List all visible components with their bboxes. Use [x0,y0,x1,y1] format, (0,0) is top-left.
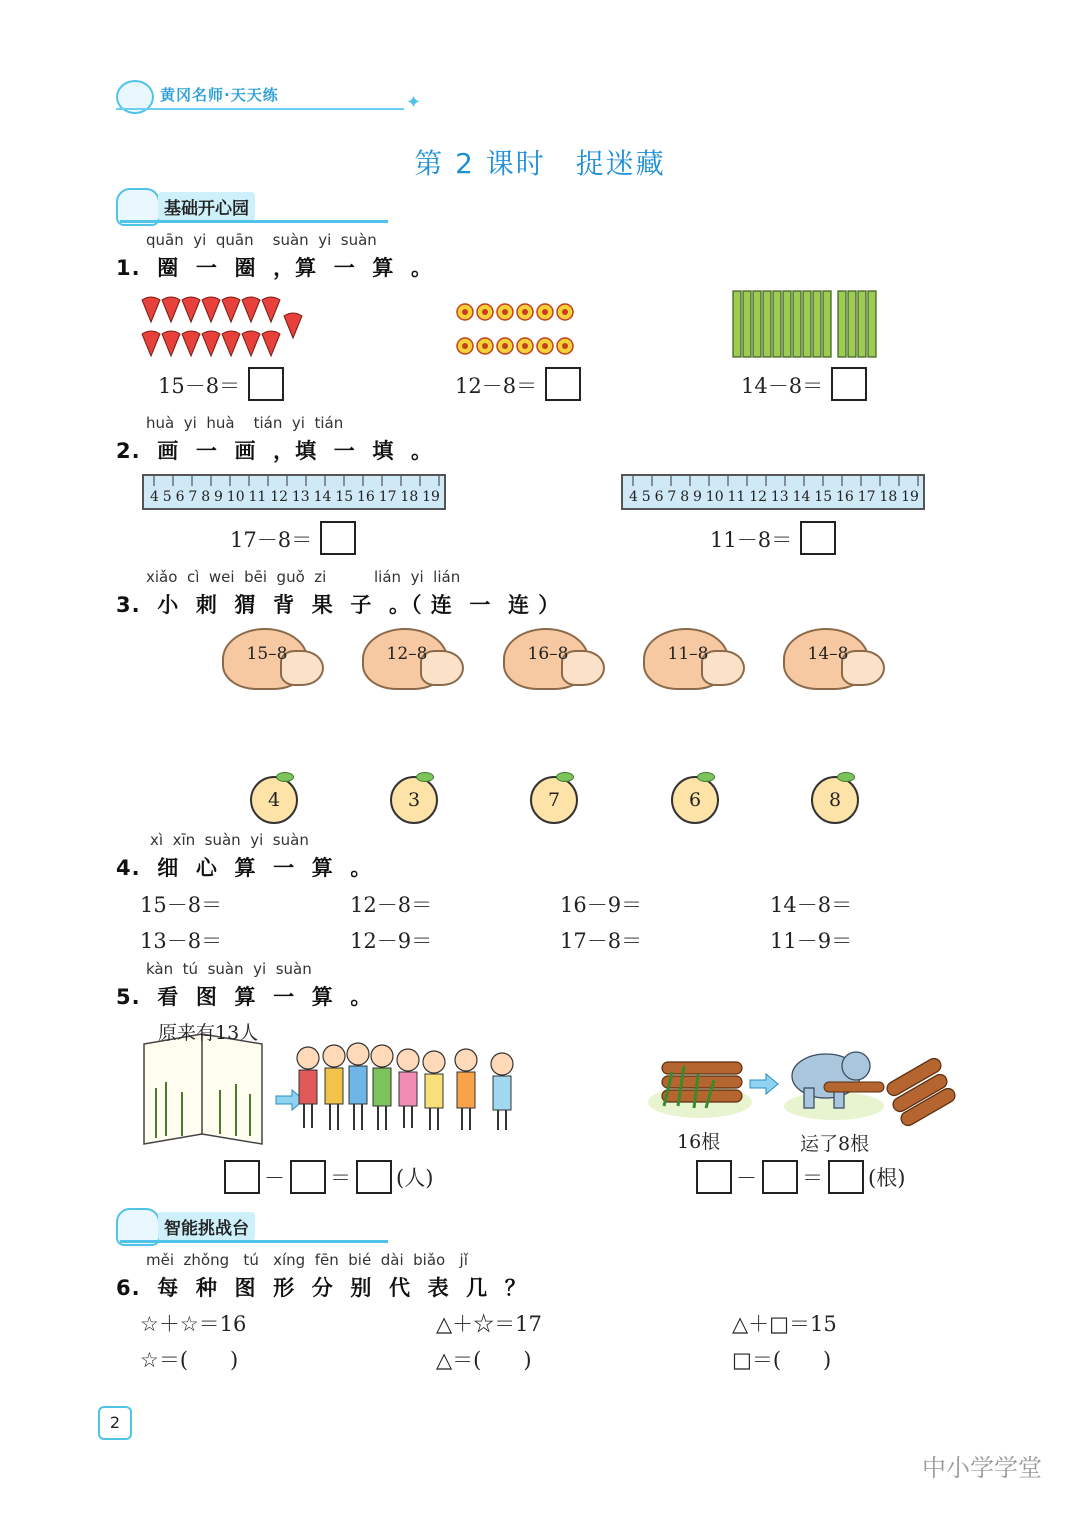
q2-expr-1: 17－8＝ [230,528,313,552]
q6-answer[interactable]: ☆＝( ) [140,1348,239,1372]
q4-expr: 16－9＝ [560,893,643,917]
section-challenge-header [116,1208,396,1244]
section-rule [120,220,388,223]
q4-expr: 12－8＝ [350,893,433,917]
q4-prompt: 4. 细 心 算 一 算 。 [116,856,373,880]
section-challenge-label: 智能挑战台 [158,1212,255,1241]
q6-answer[interactable]: △＝( ) [436,1348,532,1372]
q6-equation: △＋☆＝17 [436,1312,542,1336]
q4-pinyin: xì xīn suàn yi suàn [150,831,309,849]
fruit[interactable] [671,776,719,826]
ruler-num: 4 [629,489,638,505]
q2-prompt: 2. 画 一 画 ，填 一 填 。 [116,439,433,463]
ruler-num: 9 [213,489,223,505]
lesson-title: 第 2 课时 捉迷藏 [414,147,666,180]
hedgehog[interactable] [362,628,462,690]
hedgehog[interactable] [783,628,883,690]
ruler-num: 15 [814,489,833,505]
q5-right-box-3[interactable] [828,1160,864,1194]
q5-left-box-2[interactable] [290,1160,326,1194]
page-number: 2 [98,1406,132,1440]
q3-pinyin: xiǎo cì wei bēi guǒ zi lián yi lián [146,568,461,586]
q5-left-box-1[interactable] [224,1160,260,1194]
sparkle-icon: ✦ [406,92,422,113]
section-rule [120,1240,388,1243]
right-caption-count: 16根 [677,1131,721,1153]
fruit[interactable] [250,776,298,826]
ruler-num: 14 [313,489,332,505]
q5-prompt: 5. 看 图 算 一 算 。 [116,985,373,1009]
q5-right-box-2[interactable] [762,1160,798,1194]
watermark: 中小学学堂 [922,1454,1042,1482]
hedgehog[interactable] [222,628,322,690]
ruler-num: 18 [879,489,898,505]
q6-answer[interactable]: □＝( ) [732,1348,832,1372]
ruler-num: 11 [727,489,746,505]
leaf-icon [697,772,715,782]
q5-left-box-3[interactable] [356,1160,392,1194]
fruit-number: 6 [671,776,719,824]
q1-pinyin: quān yi quān suàn yi suàn [146,231,377,249]
q4-expr: 11－9＝ [770,929,853,953]
ruler-num: 19 [901,489,919,505]
logs-elephant-picture [648,1032,964,1128]
ruler-ticks [144,476,444,490]
ruler-num: 16 [357,489,375,505]
fruit[interactable] [390,776,438,826]
leaf-icon [837,772,855,782]
ruler-num: 4 [150,489,159,505]
q1-answer-box-3[interactable] [831,367,867,401]
fruit-number: 7 [530,776,578,824]
q5-pinyin: kàn tú suàn yi suàn [146,960,312,978]
q1-prompt: 1. 圈 一 圈 ，算 一 算 。 [116,256,433,280]
ruler-num: 9 [692,489,702,505]
q6-equation: △＋□＝15 [732,1312,837,1336]
minus-sign: － [264,1166,285,1190]
ruler-num: 18 [400,489,419,505]
number-line-ruler [142,474,446,510]
right-caption-moved: 运了8根 [800,1133,870,1155]
fruit[interactable] [530,776,578,826]
q5-right-box-1[interactable] [696,1160,732,1194]
q2-answer-box-1[interactable] [320,521,356,555]
ruler-num: 8 [201,489,211,505]
q1-answer-box-2[interactable] [545,367,581,401]
fruit-number: 4 [250,776,298,824]
q5-left-unit: (人) [396,1166,434,1190]
ruler-ticks [623,476,923,490]
series-name: 黄冈名师·天天练 [160,86,279,104]
ruler-num: 11 [248,489,267,505]
hedgehog-expr: 15–8 [246,644,288,664]
ruler-num: 10 [226,489,245,505]
q1-expr-2: 12－8＝ [455,374,538,398]
hedgehog-expr: 12–8 [386,644,428,664]
left-caption: 原来有13人 [158,1022,259,1044]
fruit[interactable] [811,776,859,826]
ruler-num: 8 [680,489,690,505]
q4-expr: 15－8＝ [140,893,223,917]
ruler-num: 17 [857,489,876,505]
hedgehog[interactable] [503,628,603,690]
q3-prompt: 3. 小 刺 猬 背 果 子 。（ 连 一 连 ） [116,593,561,617]
leaf-icon [416,772,434,782]
ruler-num: 13 [291,489,310,505]
ruler-num: 12 [749,489,768,505]
fruit-number: 8 [811,776,859,824]
q4-expr: 17－8＝ [560,929,643,953]
ruler-num: 6 [654,489,664,505]
number-line-ruler [621,474,925,510]
minus-sign: － [736,1166,757,1190]
q1-expr-1: 15－8＝ [158,374,241,398]
ruler-num: 7 [188,489,198,505]
ruler-num: 12 [270,489,289,505]
leaf-icon [556,772,574,782]
header-rule [116,108,404,110]
ruler-num: 19 [422,489,440,505]
q4-expr: 12－9＝ [350,929,433,953]
fruit-number: 3 [390,776,438,824]
q4-expr: 14－8＝ [770,893,853,917]
q2-answer-box-2[interactable] [800,521,836,555]
q5-right-unit: (根) [868,1166,906,1190]
hedgehog[interactable] [643,628,743,690]
ruler-num: 17 [378,489,397,505]
hedgehog-expr: 11–8 [667,644,709,664]
ruler-num: 15 [335,489,354,505]
series-header [100,72,422,116]
ruler-num: 6 [175,489,185,505]
hedgehog-expr: 14–8 [807,644,849,664]
ruler-num: 14 [792,489,811,505]
section-basic-label: 基础开心园 [158,192,255,221]
section-basic-header [116,188,396,224]
ruler-numbers [150,489,440,505]
q2-expr-2: 11－8＝ [710,528,793,552]
q1-answer-box-1[interactable] [248,367,284,401]
ruler-numbers [629,489,919,505]
ruler-num: 5 [641,489,651,505]
q6-equation: ☆＋☆＝16 [140,1312,247,1336]
q2-pinyin: huà yi huà tián yi tián [146,414,344,432]
ruler-num: 5 [162,489,172,505]
q4-expr: 13－8＝ [140,929,223,953]
q6-pinyin: měi zhǒng tú xíng fēn bié dài biǎo jǐ [146,1251,468,1269]
ruler-num: 16 [836,489,854,505]
flowers-image [454,300,584,360]
leaf-icon [276,772,294,782]
q1-expr-3: 14－8＝ [741,374,824,398]
q6-prompt: 6. 每 种 图 形 分 别 代 表 几 ？ [116,1276,527,1300]
ruler-num: 13 [770,489,789,505]
equals-sign: ＝ [802,1166,823,1190]
equals-sign: ＝ [330,1166,351,1190]
strawberries-image [138,292,310,358]
hedgehog-expr: 16–8 [527,644,569,664]
ruler-num: 10 [705,489,724,505]
sticks-image [732,290,878,358]
ruler-num: 7 [667,489,677,505]
